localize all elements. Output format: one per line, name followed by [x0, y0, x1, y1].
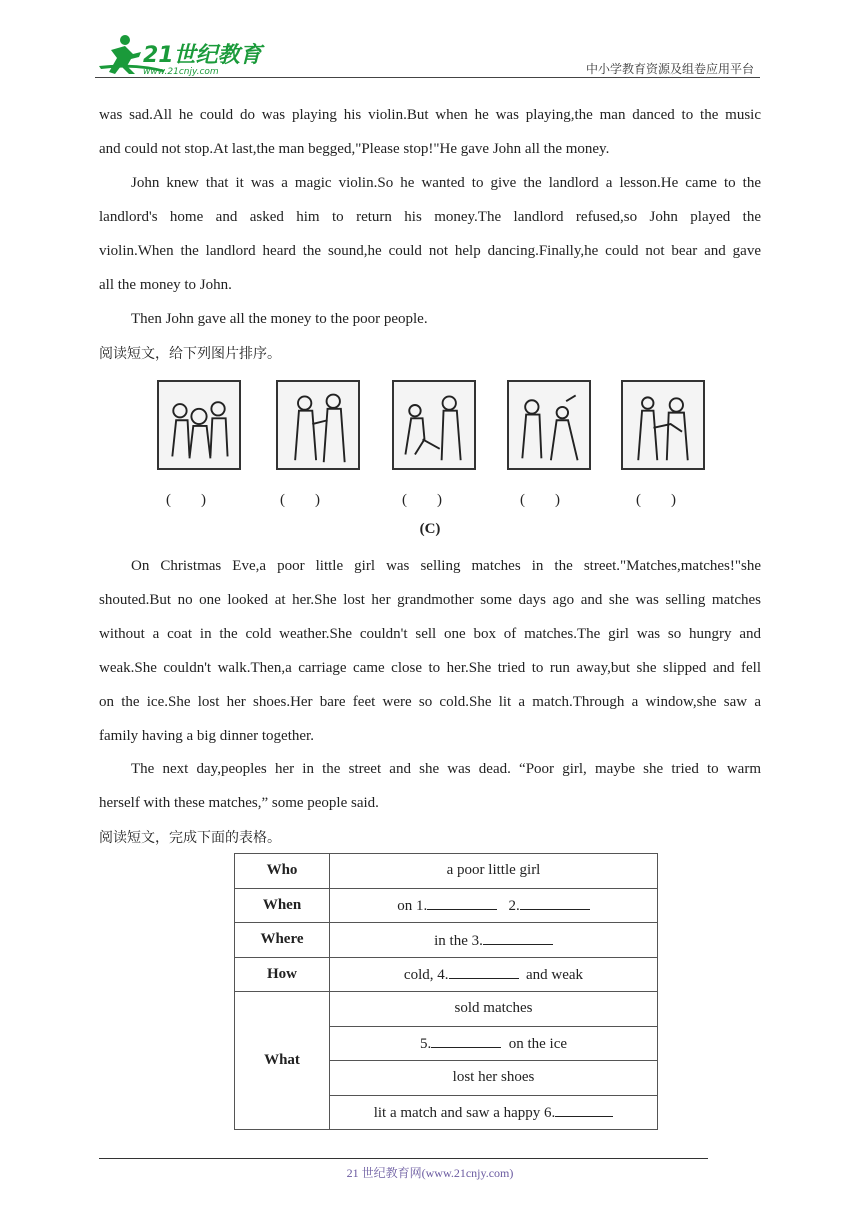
story-c-paragraph-1 — [99, 549, 761, 753]
text-line: was sad.All he could do was playing his violin.But when he was playing,the man danced to the music — [99, 107, 761, 123]
answer-blank-2[interactable] — [520, 895, 590, 910]
answer-blank-4[interactable] — [449, 964, 519, 979]
story-picture-5 — [621, 380, 705, 470]
what-2-suffix: on the ice — [508, 1036, 568, 1053]
table-instruction: 阅读短文，完成下面的表格。 — [99, 830, 281, 846]
header-divider — [95, 77, 760, 78]
story-picture-2 — [276, 380, 360, 470]
what-2-prefix: 5. — [419, 1036, 432, 1053]
when-value — [330, 888, 658, 923]
when-label: When — [235, 888, 330, 923]
story-b-paragraph-2 — [99, 166, 761, 302]
text-line: all the money to John. — [99, 277, 232, 293]
table-row — [235, 992, 658, 1027]
section-title: (C) — [419, 521, 441, 537]
where-prefix: in the 3. — [434, 932, 483, 949]
what-item-4 — [330, 1095, 658, 1130]
story-b-paragraph-3 — [99, 302, 761, 336]
page-header — [95, 30, 760, 80]
what-4-prefix: lit a match and saw a happy 6. — [373, 1105, 556, 1122]
text-line: John knew that it was a magic violin.So he wanted to give the landlord a lesson.He came to the — [131, 175, 761, 191]
text-line: and could not stop.At last,the man begged,"Please stop!"He gave John all the money. — [99, 141, 610, 157]
text-line: herself with these matches,” some people said. — [99, 795, 379, 811]
answer-blank-3[interactable]: ( ) — [402, 492, 442, 508]
what-label: What — [235, 992, 330, 1130]
text-line: On Christmas Eve,a poor little girl was selling matches in the street."Matches,matches!"she — [131, 558, 761, 574]
site-logo — [95, 32, 265, 76]
what-item-1: sold matches — [330, 992, 658, 1027]
text-line: The next day,peoples her in the street and she was dead. “Poor girl, maybe she tried to warm — [131, 761, 761, 777]
text-line: weak.She couldn't walk.Then,a carriage came close to her.She tried to run away,but she slipped and fell — [99, 660, 761, 676]
text-line: violin.When the landlord heard the sound,he could not help dancing.Finally,he could not bear and gave — [99, 243, 761, 259]
when-middle: 2. — [508, 898, 520, 915]
footer-text: 21 世纪教育网(www.21cnjy.com) — [346, 1166, 514, 1180]
table-row — [235, 854, 658, 889]
text-line: Then John gave all the money to the poor people. — [131, 311, 428, 327]
when-prefix: on 1. — [397, 898, 428, 915]
footer-divider — [99, 1158, 708, 1159]
what-item-3: lost her shoes — [330, 1061, 658, 1096]
answer-blank-5[interactable] — [431, 1033, 501, 1048]
story-picture-4 — [507, 380, 591, 470]
story-c-paragraph-2 — [99, 752, 761, 820]
table-row — [235, 957, 658, 992]
text-line: landlord's home and asked him to return his money.The landlord refused,so John played the — [99, 209, 761, 225]
text-line: on the ice.She lost her shoes.Her bare feet were so cold.She lit a match.Through a window,she saw a — [99, 694, 761, 710]
answer-blank-2[interactable]: ( ) — [280, 492, 320, 508]
answer-blank-5[interactable]: ( ) — [636, 492, 676, 508]
story-b-paragraph-1 — [99, 98, 761, 166]
who-label: Who — [235, 854, 330, 889]
answer-blank-1[interactable]: ( ) — [166, 492, 206, 508]
what-item-2 — [330, 1026, 658, 1061]
text-line: without a coat in the cold weather.She couldn't sell one box of matches.The girl was so hungry and — [99, 626, 761, 642]
text-line: shouted.But no one looked at her.She lost her grandmother some days ago and she was selling matches — [99, 592, 761, 608]
platform-name: 中小学教育资源及组卷应用平台 — [585, 62, 754, 76]
how-value — [330, 957, 658, 992]
story-picture-3 — [392, 380, 476, 470]
story-picture-1 — [157, 380, 241, 470]
how-prefix: cold, 4. — [403, 967, 449, 984]
answer-blank-6[interactable] — [555, 1102, 613, 1117]
table-row — [235, 888, 658, 923]
how-label: How — [235, 957, 330, 992]
answer-blank-4[interactable]: ( ) — [520, 492, 560, 508]
picture-order-instruction: 阅读短文，给下列图片排序。 — [99, 346, 281, 362]
where-value — [330, 923, 658, 958]
where-label: Where — [235, 923, 330, 958]
answer-blank-3[interactable] — [483, 930, 553, 945]
text-line: family having a big dinner together. — [99, 728, 314, 744]
table-row — [235, 923, 658, 958]
logo-text: 21世纪教育 — [143, 43, 262, 68]
how-suffix: and weak — [526, 967, 584, 984]
answer-blank-1[interactable] — [427, 895, 497, 910]
who-value: a poor little girl — [330, 854, 658, 889]
story-table — [234, 853, 658, 1130]
logo-url: www.21cnjy.com — [143, 67, 219, 76]
